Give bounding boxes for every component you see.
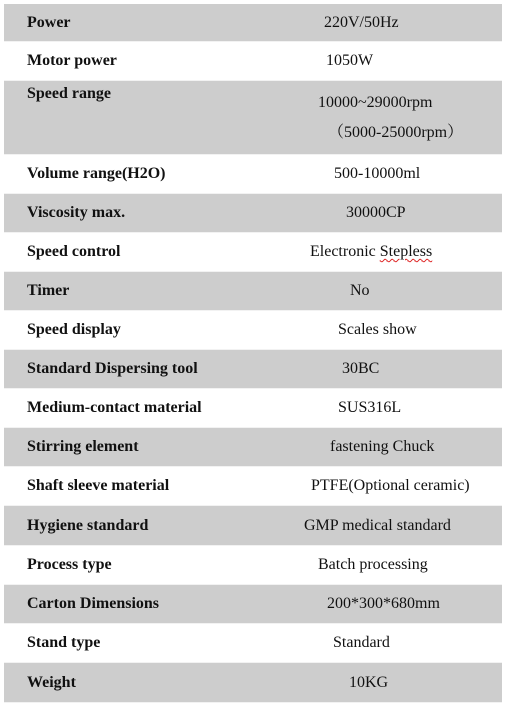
spec-value-cell (254, 42, 502, 81)
spec-value-cell (254, 194, 502, 233)
spec-label: Standard Dispersing tool (4, 350, 254, 389)
spec-row-shaft-sleeve (4, 467, 502, 506)
spec-row-speed-range (4, 81, 502, 155)
spec-row-viscosity (4, 194, 502, 233)
spec-label: Timer (4, 272, 254, 311)
spec-value-cell (254, 272, 502, 311)
spec-value-cell (254, 311, 502, 350)
spec-value-cell (254, 389, 502, 428)
spec-value-cell (254, 4, 502, 42)
spec-value-secondary: （5000-25000rpm） (328, 123, 464, 141)
spec-value: 30000CP (346, 204, 406, 221)
spec-row-timer (4, 272, 502, 311)
spec-row-speed-control (4, 233, 502, 272)
spec-value-cell (254, 506, 502, 546)
spec-value: No (350, 282, 370, 299)
spec-value (310, 243, 432, 261)
spec-value-cell (254, 81, 502, 155)
spec-value-cell (254, 350, 502, 389)
spec-value-cell (254, 624, 502, 663)
spec-row-hygiene (4, 506, 502, 546)
spec-value: 10KG (349, 673, 389, 691)
spec-value: SUS316L (338, 399, 402, 416)
spec-value: 30BC (342, 360, 380, 377)
spec-value: 10000~29000rpm (318, 93, 433, 111)
spec-label: Medium-contact material (4, 389, 254, 428)
spec-value: Batch processing (318, 556, 428, 573)
spec-label: Process type (4, 546, 254, 585)
spec-value-cell (254, 467, 502, 506)
spec-label: Viscosity max. (4, 194, 254, 233)
spec-label: Stand type (4, 624, 254, 663)
spec-value: Scales show (338, 321, 417, 338)
spec-label: Speed display (4, 311, 254, 350)
spec-value-cell (254, 663, 502, 703)
spellcheck-flagged-word: Stepless (379, 243, 433, 260)
spec-row-weight (4, 663, 502, 703)
spec-value: GMP medical standard (304, 516, 451, 534)
spec-label: Carton Dimensions (4, 585, 254, 624)
spec-label: Stirring element (4, 428, 254, 467)
spec-row-contact-material (4, 389, 502, 428)
spec-row-carton-dimensions (4, 585, 502, 624)
spec-label: Power (4, 4, 254, 42)
spec-value: 1050W (326, 52, 374, 69)
spec-row-process-type (4, 546, 502, 585)
spec-row-power (4, 4, 502, 42)
spec-value-block (318, 88, 463, 148)
spec-label: Speed control (4, 233, 254, 272)
spec-row-volume-range (4, 155, 502, 194)
spec-table (4, 4, 502, 703)
spec-label: Speed range (4, 81, 254, 155)
spec-value-cell (254, 155, 502, 194)
spec-value: 220V/50Hz (324, 13, 399, 31)
spec-value: 500-10000ml (334, 165, 421, 182)
spec-label: Shaft sleeve material (4, 467, 254, 506)
spec-value-cell (254, 585, 502, 624)
spec-row-stirring-element (4, 428, 502, 467)
spec-row-stand-type (4, 624, 502, 663)
spec-label: Hygiene standard (4, 506, 254, 546)
spec-value: 200*300*680mm (327, 595, 440, 612)
spec-value-part: Electronic (310, 243, 380, 260)
spec-row-speed-display (4, 311, 502, 350)
spec-row-dispersing-tool (4, 350, 502, 389)
spec-value: fastening Chuck (330, 438, 435, 455)
spec-value: Standard (333, 634, 390, 651)
spec-label: Volume range(H2O) (4, 155, 254, 194)
spec-row-motor-power (4, 42, 502, 81)
spec-value-cell (254, 428, 502, 467)
spec-value-cell (254, 233, 502, 272)
spec-label: Motor power (4, 42, 254, 81)
spec-value-cell (254, 546, 502, 585)
spec-label: Weight (4, 663, 254, 703)
spec-value: PTFE(Optional ceramic) (311, 477, 470, 494)
